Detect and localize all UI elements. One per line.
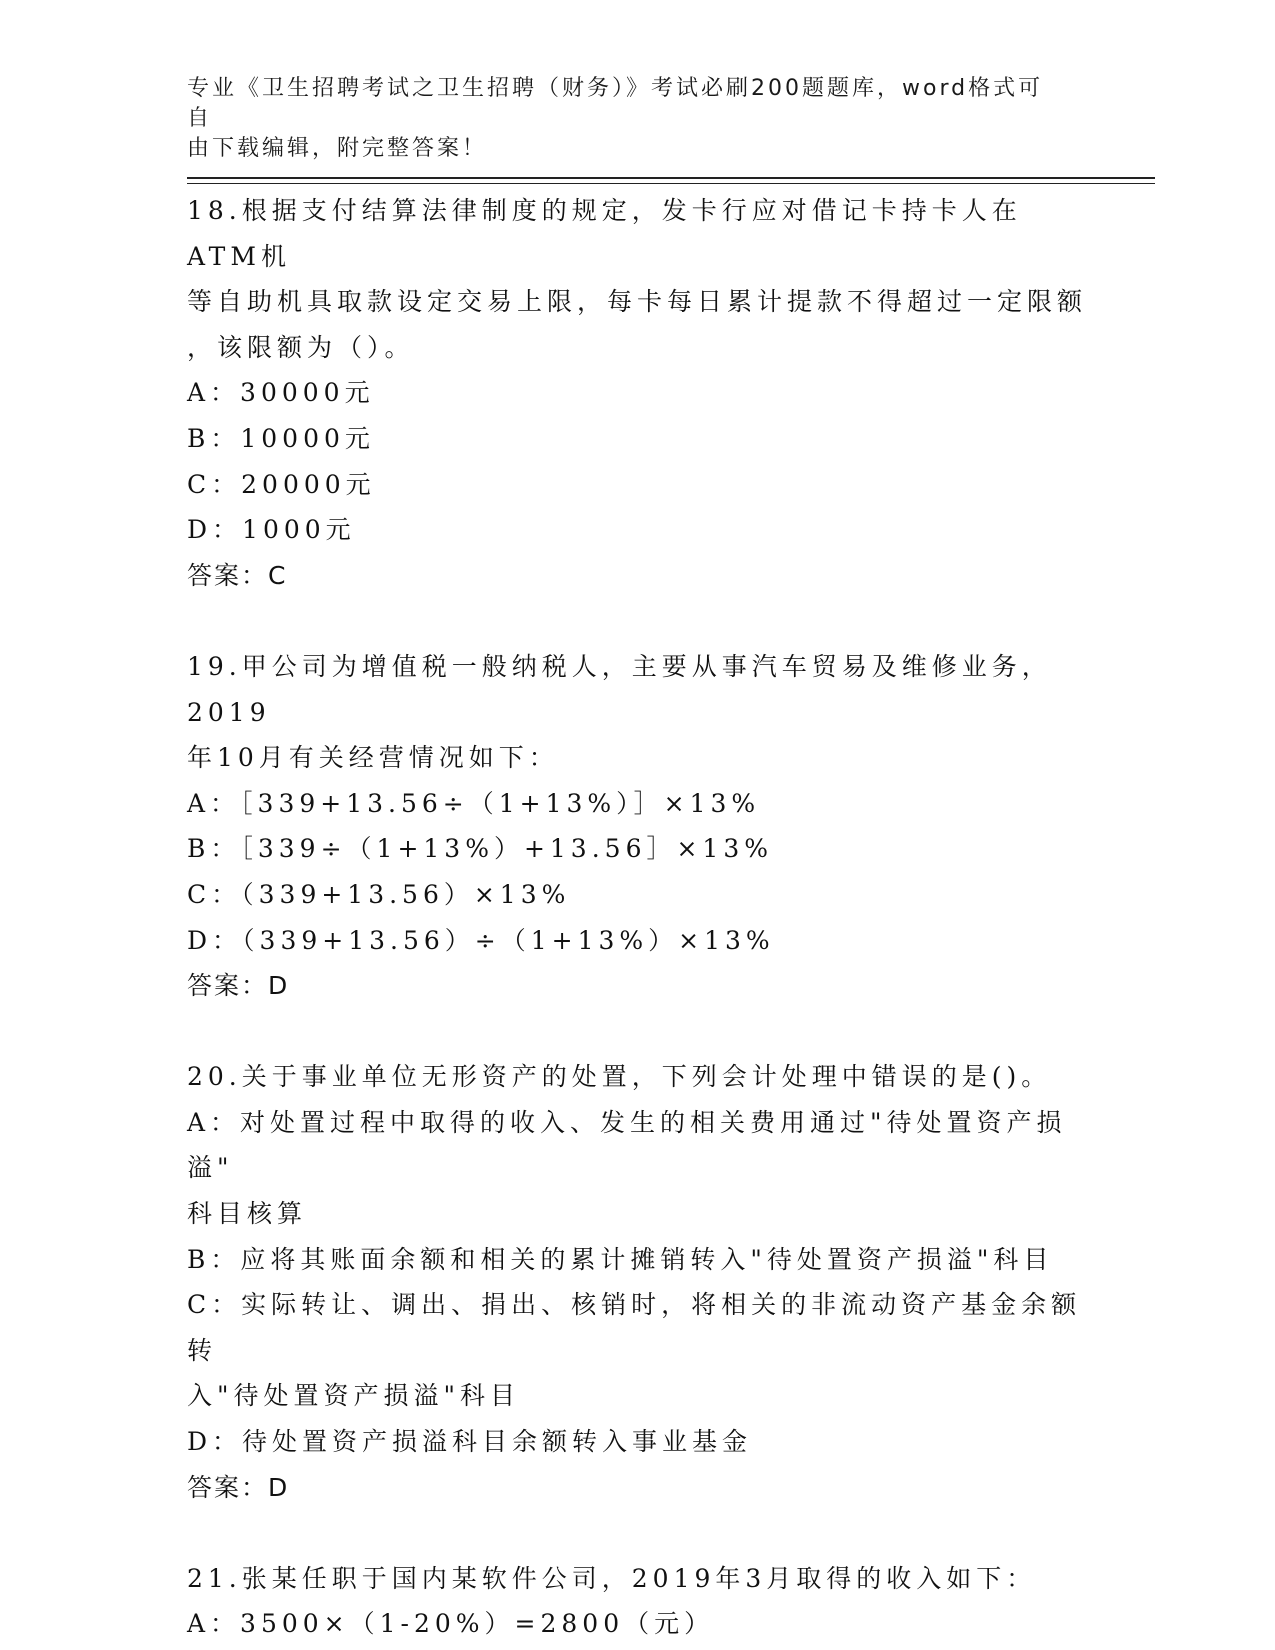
option-a: A：3500×（1-20%）=2800（元） [187,1609,715,1639]
option-b: B：应将其账面余额和相关的累计摊销转入"待处置资产损溢"科目 [187,1244,1054,1274]
option-d: D：1000元 [187,515,356,545]
answer-line: 答案：D [187,971,290,1001]
question-19 [187,644,1087,1009]
question-21 [187,1556,1087,1647]
header-line-2: 由下载编辑，附完整答案！ [187,136,488,161]
header-rule-thin [187,183,1155,184]
spacer [187,1009,1087,1055]
option-c: C：（339+13.56）×13% [187,879,571,909]
header-rule-thick [187,177,1155,179]
spacer [187,598,1087,644]
question-stem-line: ，该限额为（）。 [187,332,415,362]
option-d: D：（339+13.56）÷（1+13%）×13% [187,925,775,955]
question-stem-line: 20.关于事业单位无形资产的处置，下列会计处理中错误的是()。 [187,1062,1052,1092]
option-b: B：10000元 [187,423,375,453]
spacer [187,1510,1087,1556]
option-a: A：对处置过程中取得的收入、发生的相关费用通过"待处置资产损溢" [187,1107,1067,1183]
question-stem-line: 21.张某任职于国内某软件公司，2019年3月取得的收入如下： [187,1563,1037,1593]
question-stem-line: 等自助机具取款设定交易上限，每卡每日累计提款不得超过一定限额 [187,287,1088,317]
option-a: A：30000元 [187,378,375,408]
question-stem-line: 18.根据支付结算法律制度的规定，发卡行应对借记卡持卡人在ATM机 [187,196,1022,271]
option-c: C：20000元 [187,469,376,499]
option-a: A：［339+13.56÷（1+13%）］×13% [187,788,761,818]
question-stem-line: 年10月有关经营情况如下： [187,743,559,773]
document-header [187,74,1067,164]
question-stem-line: 19.甲公司为增值税一般纳税人，主要从事汽车贸易及维修业务，2019 [187,651,1052,727]
option-b: B：［339÷（1+13%）+13.56］×13% [187,834,773,864]
option-a-continued: 科目核算 [187,1199,308,1229]
answer-line: 答案：D [187,1472,290,1502]
question-18 [187,188,1087,598]
question-list [187,188,1087,1647]
option-c-continued: 入"待处置资产损溢"科目 [187,1381,520,1411]
answer-line: 答案：C [187,560,288,590]
header-line-1: 专业《卫生招聘考试之卫生招聘（财务）》考试必刷200题题库，word格式可自 [187,76,1044,131]
option-c: C：实际转让、调出、捐出、核销时，将相关的非流动资产基金余额转 [187,1290,1082,1365]
option-d: D：待处置资产损溢科目余额转入事业基金 [187,1427,753,1457]
question-20 [187,1054,1087,1510]
